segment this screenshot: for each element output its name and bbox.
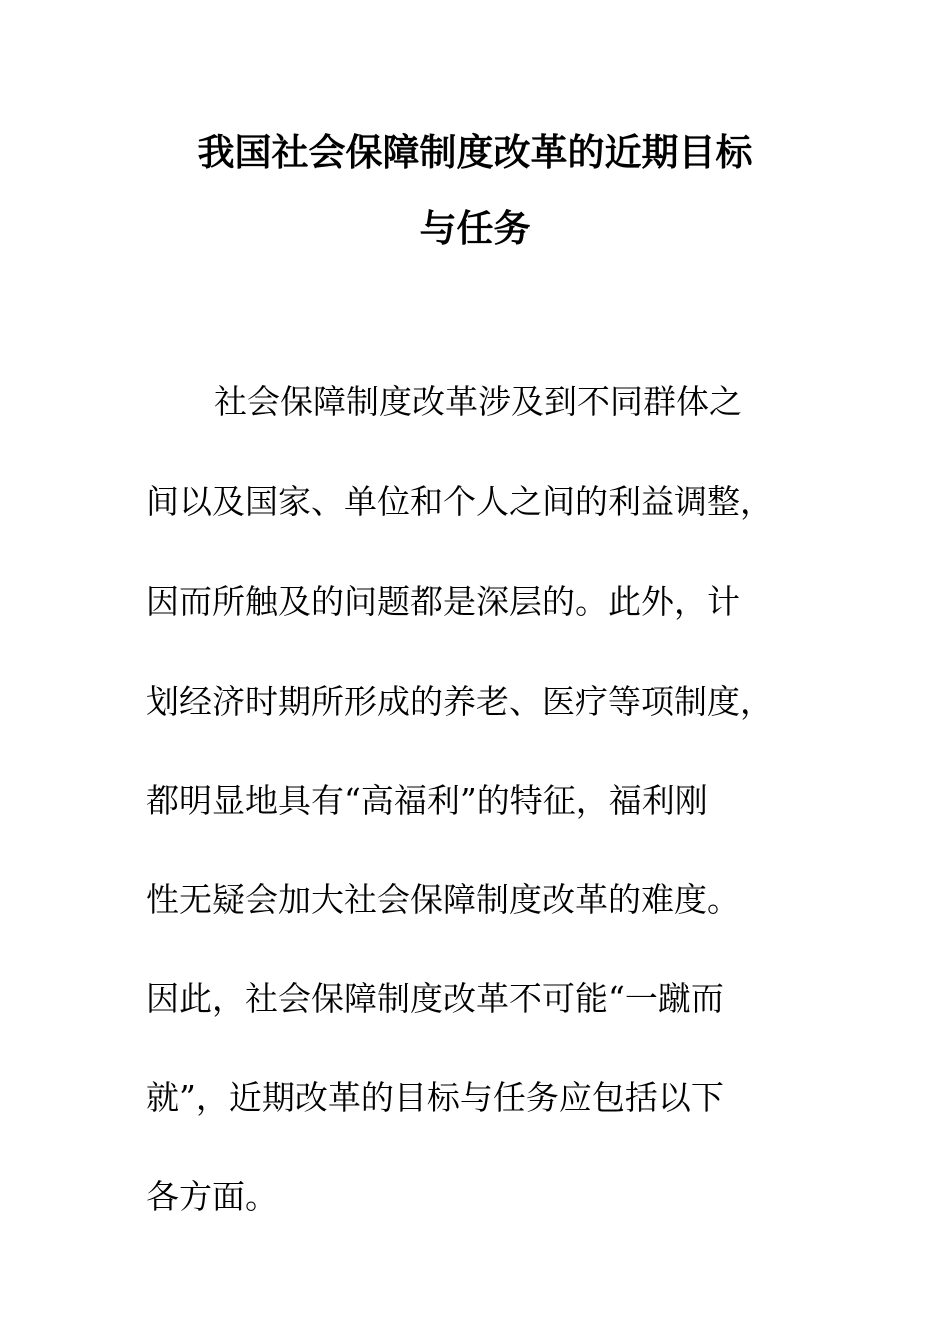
paragraph-line-9: 各方面。 xyxy=(146,1177,278,1216)
paragraph-line-5: 都明显地具有“高福利”的特征，福利刚 xyxy=(146,781,708,820)
document-title-line-2: 与任务 xyxy=(419,207,531,250)
paragraph-line-2: 间以及国家、单位和个人之间的利益调整， xyxy=(146,482,773,521)
paragraph-line-4: 划经济时期所形成的养老、医疗等项制度， xyxy=(146,682,773,721)
paragraph-line-3: 因而所触及的问题都是深层的。此外，计 xyxy=(146,582,740,621)
paragraph-line-8: 就”，近期改革的目标与任务应包括以下 xyxy=(146,1078,724,1117)
document-title-line-1: 我国社会保障制度改革的近期目标 xyxy=(197,131,753,174)
paragraph-line-6: 性无疑会加大社会保障制度改革的难度。 xyxy=(146,880,740,919)
paragraph-line-7: 因此，社会保障制度改革不可能“一蹴而 xyxy=(146,979,724,1018)
paragraph-line-1: 社会保障制度改革涉及到不同群体之 xyxy=(214,382,742,421)
